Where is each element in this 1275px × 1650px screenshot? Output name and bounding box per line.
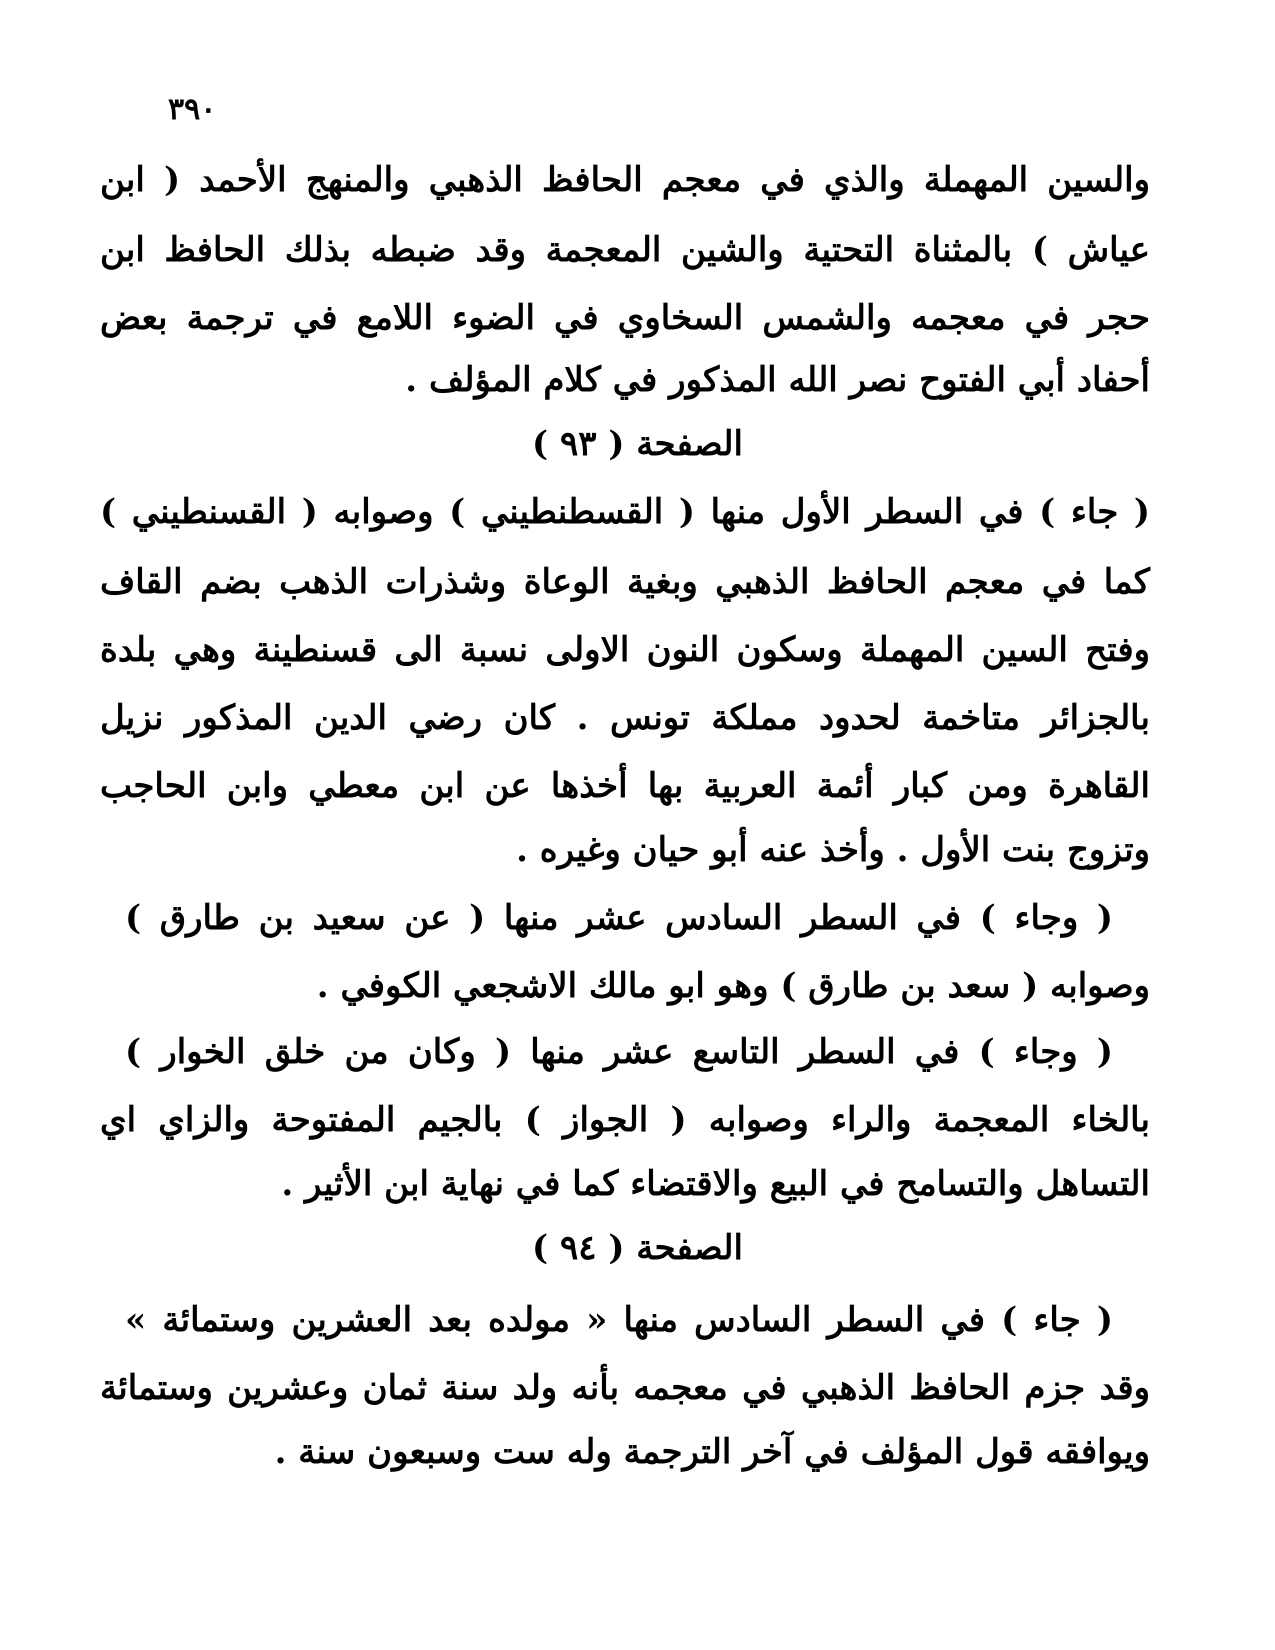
text-line: ( وجاء ) في السطر التاسع عشر منها ( وكان من خلق الخوار ) xyxy=(125,1032,1113,1072)
text-line: بالجزائر متاخمة لحدود مملكة تونس . كان رضي الدين المذكور نزيل xyxy=(100,698,1150,738)
text-line: حجر في معجمه والشمس السخاوي في الضوء اللامع في ترجمة بعض xyxy=(100,298,1150,338)
section-heading: الصفحة ( ٩٤ ) xyxy=(532,1228,743,1268)
text-line: ( جاء ) في السطر السادس منها « مولده بعد العشرين وستمائة » xyxy=(125,1300,1113,1340)
text-line: كما في معجم الحافظ الذهبي وبغية الوعاة وشذرات الذهب بضم القاف xyxy=(100,562,1150,602)
text-line: وتزوج بنت الأول . وأخذ عنه أبو حيان وغيره . xyxy=(516,830,1150,870)
text-line: ويوافقه قول المؤلف في آخر الترجمة وله ست وسبعون سنة . xyxy=(274,1432,1150,1472)
text-line: ( جاء ) في السطر الأول منها ( القسطنطيني ) وصوابه ( القسنطيني ) xyxy=(100,492,1150,532)
text-line: التساهل والتسامح في البيع والاقتضاء كما في نهاية ابن الأثير . xyxy=(281,1164,1150,1204)
text-line: أحفاد أبي الفتوح نصر الله المذكور في كلام المؤلف . xyxy=(405,360,1150,400)
text-line: ( وجاء ) في السطر السادس عشر منها ( عن سعيد بن طارق ) xyxy=(125,898,1113,938)
text-line: بالخاء المعجمة والراء وصوابه ( الجواز ) بالجيم المفتوحة والزاي اي xyxy=(100,1100,1150,1140)
text-line: وصوابه ( سعد بن طارق ) وهو ابو مالك الاشجعي الكوفي . xyxy=(316,966,1150,1006)
section-heading: الصفحة ( ٩٣ ) xyxy=(532,424,743,464)
text-line: وقد جزم الحافظ الذهبي في معجمه بأنه ولد سنة ثمان وعشرين وستمائة xyxy=(100,1368,1150,1408)
text-line: وفتح السين المهملة وسكون النون الاولى نسبة الى قسنطينة وهي بلدة xyxy=(100,630,1150,670)
text-line: والسين المهملة والذي في معجم الحافظ الذهبي والمنهج الأحمد ( ابن xyxy=(100,160,1150,200)
text-line: القاهرة ومن كبار أئمة العربية بها أخذها عن ابن معطي وابن الحاجب xyxy=(100,766,1150,806)
page-number: ٣٩٠ xyxy=(168,92,217,127)
text-line: عياش ) بالمثناة التحتية والشين المعجمة وقد ضبطه بذلك الحافظ ابن xyxy=(100,230,1150,270)
